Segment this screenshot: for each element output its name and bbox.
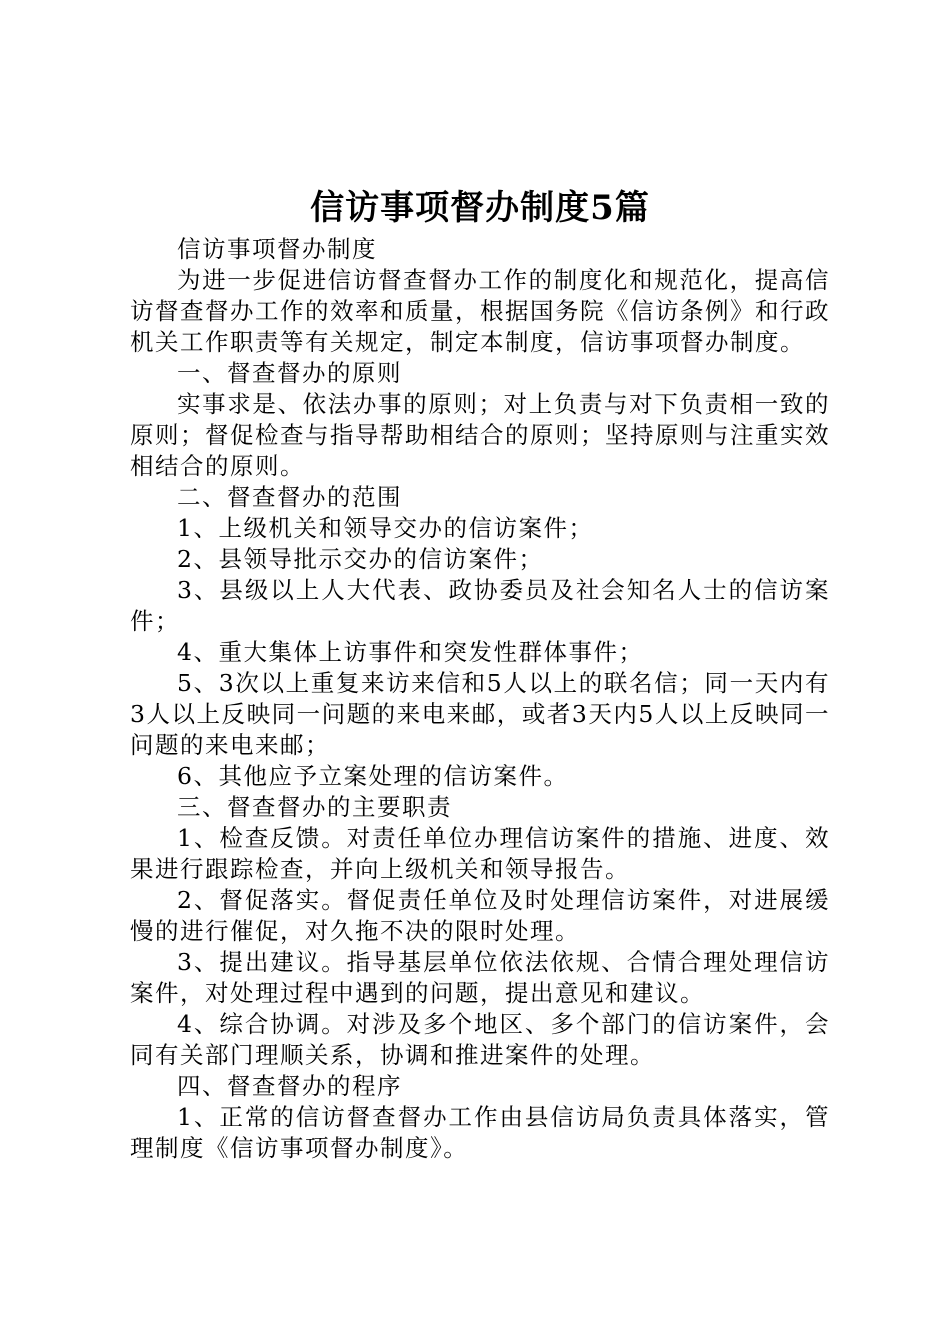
list-item-procedure-1: 1、正常的信访督查督办工作由县信访局负责具体落实，管理制度《信访事项督办制度》。 xyxy=(130,1103,830,1162)
list-item-duty-2: 2、督促落实。督促责任单位及时处理信访案件，对进展缓慢的进行催促，对久拖不决的限时处理。 xyxy=(130,886,830,945)
section-heading-duties: 三、督查督办的主要职责 xyxy=(177,793,452,821)
document-page xyxy=(130,186,830,1164)
paragraph-intro: 为进一步促进信访督查督办工作的制度化和规范化，提高信访督查督办工作的效率和质量，根据国务院《信访条例》和行政机关工作职责等有关规定，制定本制度，信访事项督办制度。 xyxy=(130,266,830,356)
list-item-duty-3: 3、提出建议。指导基层单位依法依规、合情合理处理信访案件，对处理过程中遇到的问题，提出意见和建议。 xyxy=(130,948,830,1007)
document-title: 信访事项督办制度5篇 xyxy=(310,188,650,228)
list-item-duty-4: 4、综合协调。对涉及多个地区、多个部门的信访案件，会同有关部门理顺关系，协调和推进案件的处理。 xyxy=(130,1010,830,1069)
list-item-scope-5: 5、3次以上重复来访来信和5人以上的联名信；同一天内有3人以上反映同一问题的来电来邮，或者3天内5人以上反映同一问题的来电来邮； xyxy=(130,669,830,759)
section-heading-principles: 一、督查督办的原则 xyxy=(177,359,402,387)
list-item-scope-1: 1、上级机关和领导交办的信访案件； xyxy=(177,514,594,542)
list-item-scope-3: 3、县级以上人大代表、政协委员及社会知名人士的信访案件； xyxy=(130,576,830,635)
list-item-scope-6: 6、其他应予立案处理的信访案件。 xyxy=(177,762,569,790)
paragraph-principles: 实事求是、依法办事的原则；对上负责与对下负责相一致的原则；督促检查与指导帮助相结合的原则；坚持原则与注重实效相结合的原则。 xyxy=(130,390,830,480)
list-item-scope-4: 4、重大集体上访事件和突发性群体事件； xyxy=(177,638,644,666)
paragraph-subtitle: 信访事项督办制度 xyxy=(177,235,377,263)
section-heading-procedure: 四、督查督办的程序 xyxy=(177,1072,402,1100)
section-heading-scope: 二、督查督办的范围 xyxy=(177,483,402,511)
list-item-duty-1: 1、检查反馈。对责任单位办理信访案件的措施、进度、效果进行跟踪检查，并向上级机关和领导报告。 xyxy=(130,824,830,883)
list-item-scope-2: 2、县领导批示交办的信访案件； xyxy=(177,545,544,573)
